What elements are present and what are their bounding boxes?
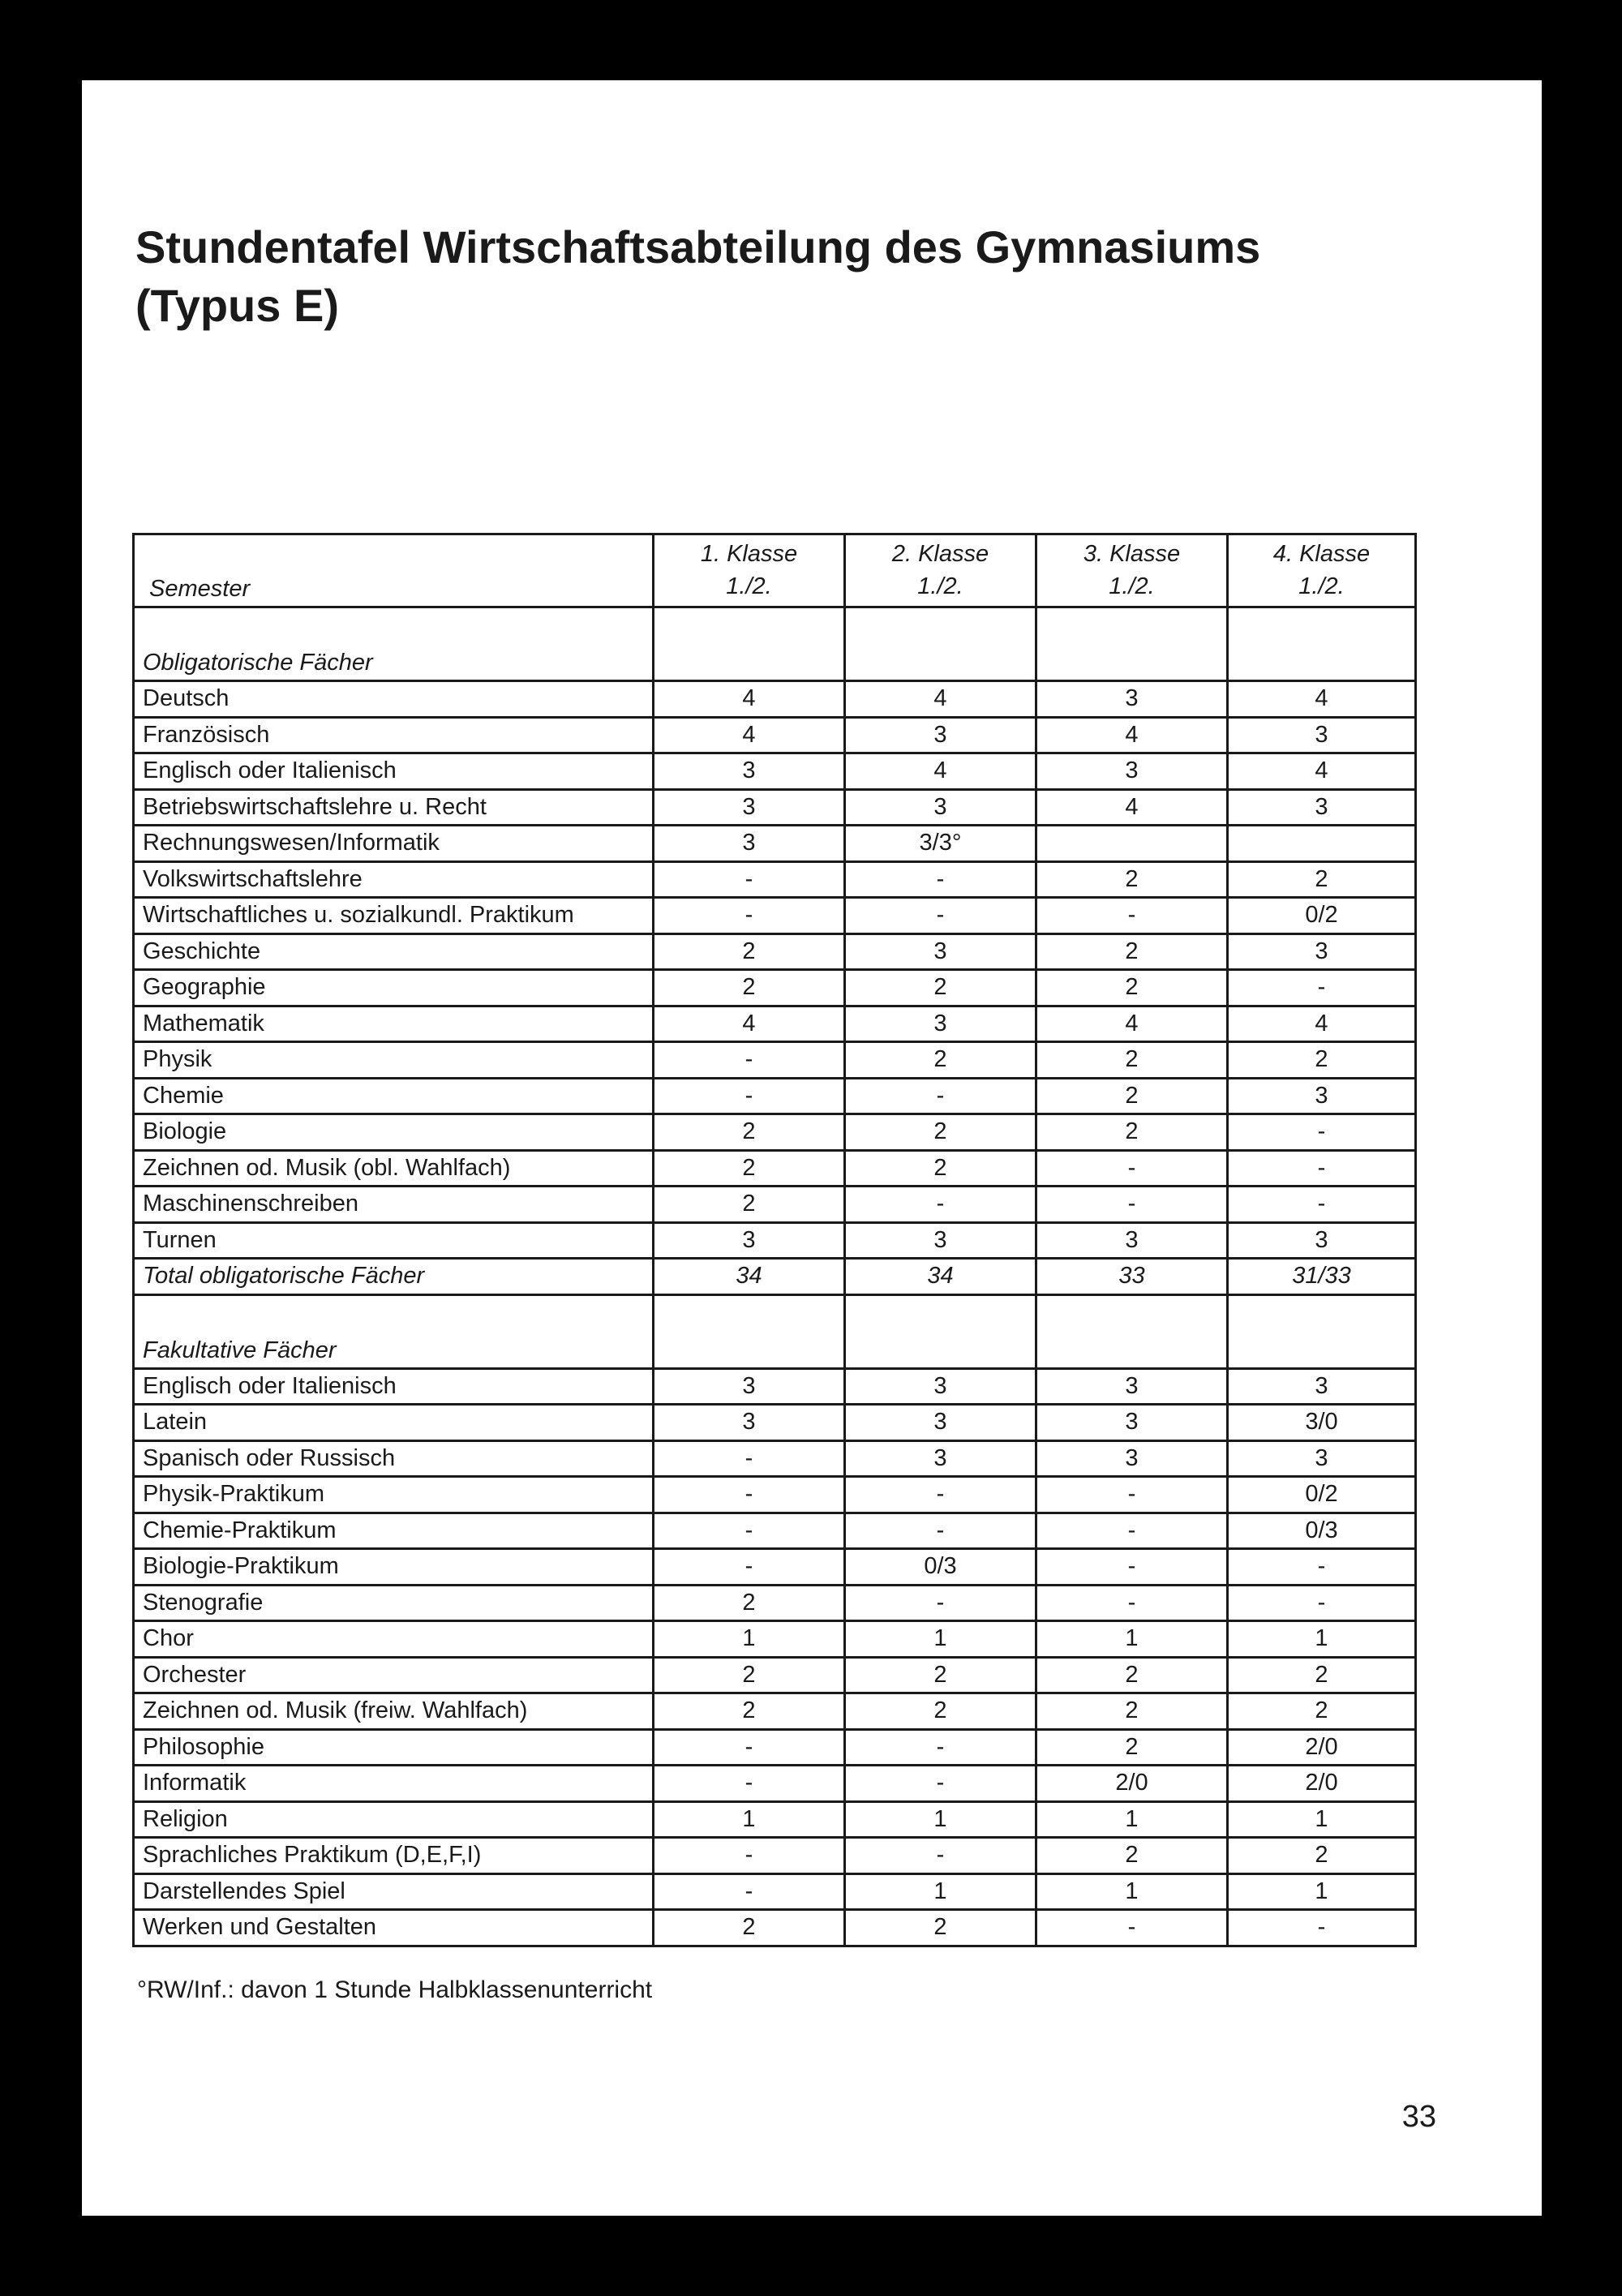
hours-cell: -: [845, 1477, 1036, 1513]
hours-cell: [1228, 607, 1416, 681]
hours-cell: 1: [1228, 1873, 1416, 1910]
hours-cell: 3: [1228, 933, 1416, 970]
row-label: Physik-Praktikum: [134, 1477, 654, 1513]
table-row: [134, 789, 1416, 826]
hours-cell: 0/3: [1228, 1513, 1416, 1549]
hours-cell: [1036, 826, 1228, 862]
hours-cell: 2: [845, 1114, 1036, 1151]
column-header: [1228, 534, 1416, 607]
hours-cell: 4: [1036, 789, 1228, 826]
timetable: [132, 533, 1417, 1947]
hours-cell: -: [1228, 1910, 1416, 1946]
table-row: [134, 1766, 1416, 1802]
row-label: Chemie-Praktikum: [134, 1513, 654, 1549]
hours-cell: 3: [1228, 1368, 1416, 1405]
hours-cell: -: [654, 1766, 845, 1802]
hours-cell: -: [845, 861, 1036, 898]
hours-cell: 34: [654, 1259, 845, 1295]
table-row: [134, 1150, 1416, 1187]
table-row: [134, 1549, 1416, 1586]
row-label: Maschinenschreiben: [134, 1187, 654, 1223]
hours-cell: 2: [845, 1910, 1036, 1946]
row-label: Deutsch: [134, 681, 654, 718]
row-label: Fakultative Fächer: [134, 1294, 654, 1368]
hours-cell: 2: [1036, 1114, 1228, 1151]
hours-cell: 2/0: [1228, 1729, 1416, 1766]
hours-cell: [1036, 607, 1228, 681]
hours-cell: 2: [1036, 933, 1228, 970]
row-label: Geographie: [134, 970, 654, 1006]
hours-cell: 2: [654, 1585, 845, 1621]
table-row: [134, 1187, 1416, 1223]
hours-cell: 3: [845, 1440, 1036, 1477]
hours-cell: -: [1036, 1513, 1228, 1549]
hours-cell: 1: [1228, 1801, 1416, 1838]
hours-cell: 2: [1036, 1042, 1228, 1079]
row-label: Obligatorische Fächer: [134, 607, 654, 681]
hours-cell: 2: [1036, 1693, 1228, 1730]
row-label: Chor: [134, 1621, 654, 1658]
table-row: [134, 1440, 1416, 1477]
hours-cell: 2: [654, 933, 845, 970]
hours-cell: 1: [845, 1801, 1036, 1838]
row-label: Biologie-Praktikum: [134, 1549, 654, 1586]
title-line-2: (Typus E): [135, 280, 339, 331]
hours-cell: 1: [1036, 1801, 1228, 1838]
hours-cell: 31/33: [1228, 1259, 1416, 1295]
hours-cell: -: [1228, 970, 1416, 1006]
hours-cell: 2: [1228, 1657, 1416, 1693]
hours-cell: 4: [1228, 1006, 1416, 1042]
hours-cell: 2: [845, 970, 1036, 1006]
row-label: Mathematik: [134, 1006, 654, 1042]
hours-cell: 1: [845, 1621, 1036, 1658]
hours-cell: 3: [1228, 1078, 1416, 1114]
hours-cell: [1228, 1294, 1416, 1368]
table-row: [134, 1006, 1416, 1042]
hours-cell: 0/2: [1228, 898, 1416, 934]
hours-cell: 3: [1036, 1440, 1228, 1477]
hours-cell: [654, 607, 845, 681]
table-row: [134, 933, 1416, 970]
total-row: [134, 1259, 1416, 1295]
table-row: [134, 1477, 1416, 1513]
hours-cell: -: [1036, 1187, 1228, 1223]
document-page: [82, 80, 1542, 2216]
hours-cell: 3: [845, 933, 1036, 970]
hours-cell: 4: [1228, 753, 1416, 790]
hours-cell: 4: [845, 753, 1036, 790]
hours-cell: 3: [654, 789, 845, 826]
hours-cell: 4: [654, 717, 845, 753]
hours-cell: 2: [1036, 1657, 1228, 1693]
table-row: [134, 1114, 1416, 1151]
hours-cell: 3: [1228, 1222, 1416, 1259]
table-row: [134, 753, 1416, 790]
section-heading-optional: [134, 1294, 1416, 1368]
row-label: Sprachliches Praktikum (D,E,F,I): [134, 1838, 654, 1874]
column-header-semester: 1./2.: [1109, 573, 1155, 599]
table-body: [134, 607, 1416, 1946]
row-label: Philosophie: [134, 1729, 654, 1766]
hours-cell: 2: [1036, 1078, 1228, 1114]
table-row: [134, 1222, 1416, 1259]
row-label: Englisch oder Italienisch: [134, 753, 654, 790]
hours-cell: 2: [1036, 970, 1228, 1006]
hours-cell: 2: [1036, 1729, 1228, 1766]
row-label: Französisch: [134, 717, 654, 753]
column-header-semester: 1./2.: [726, 573, 772, 599]
row-label: Zeichnen od. Musik (freiw. Wahlfach): [134, 1693, 654, 1730]
hours-cell: 2/0: [1228, 1766, 1416, 1802]
column-header-class: 4. Klasse: [1272, 541, 1371, 567]
row-label: Geschichte: [134, 933, 654, 970]
column-header-class: 3. Klasse: [1083, 541, 1181, 567]
hours-cell: -: [845, 1766, 1036, 1802]
semester-header: Semester: [134, 534, 654, 607]
column-header-semester: 1./2.: [1298, 573, 1345, 599]
hours-cell: 3: [845, 1222, 1036, 1259]
hours-cell: 2: [1228, 861, 1416, 898]
hours-cell: 2: [654, 970, 845, 1006]
hours-cell: -: [1036, 1477, 1228, 1513]
table-row: [134, 1513, 1416, 1549]
hours-cell: 2: [1228, 1838, 1416, 1874]
hours-cell: 3: [845, 1368, 1036, 1405]
hours-cell: 4: [845, 681, 1036, 718]
hours-cell: 2: [1228, 1042, 1416, 1079]
hours-cell: 4: [1228, 681, 1416, 718]
row-label: Religion: [134, 1801, 654, 1838]
hours-cell: 2/0: [1036, 1766, 1228, 1802]
hours-cell: -: [845, 1187, 1036, 1223]
section-heading-obligatory: [134, 607, 1416, 681]
hours-cell: -: [654, 1838, 845, 1874]
hours-cell: -: [845, 1838, 1036, 1874]
row-label: Total obligatorische Fächer: [134, 1259, 654, 1295]
column-header-semester: 1./2.: [917, 573, 963, 599]
row-label: Wirtschaftliches u. sozialkundl. Praktikum: [134, 898, 654, 934]
table-row: [134, 1693, 1416, 1730]
row-label: Chemie: [134, 1078, 654, 1114]
table-row: [134, 717, 1416, 753]
hours-cell: [845, 1294, 1036, 1368]
hours-cell: 1: [1036, 1873, 1228, 1910]
hours-cell: [845, 607, 1036, 681]
row-label: Informatik: [134, 1766, 654, 1802]
table-row: [134, 970, 1416, 1006]
hours-cell: -: [845, 1585, 1036, 1621]
hours-cell: 1: [1228, 1621, 1416, 1658]
hours-cell: 3: [1036, 1368, 1228, 1405]
table-row: [134, 1657, 1416, 1693]
row-label: Spanisch oder Russisch: [134, 1440, 654, 1477]
page-number: 33: [1401, 2100, 1436, 2134]
hours-cell: -: [1228, 1114, 1416, 1151]
hours-cell: 1: [654, 1801, 845, 1838]
table-row: [134, 1621, 1416, 1658]
hours-cell: 1: [1036, 1621, 1228, 1658]
hours-cell: -: [845, 1513, 1036, 1549]
hours-cell: -: [654, 1549, 845, 1586]
hours-cell: 34: [845, 1259, 1036, 1295]
hours-cell: 3: [654, 1368, 845, 1405]
row-label: Orchester: [134, 1657, 654, 1693]
table-row: [134, 1873, 1416, 1910]
hours-cell: 3: [1036, 681, 1228, 718]
hours-cell: 3: [1036, 1405, 1228, 1441]
table-row: [134, 1042, 1416, 1079]
row-label: Turnen: [134, 1222, 654, 1259]
table-row: [134, 1729, 1416, 1766]
hours-cell: -: [1228, 1549, 1416, 1586]
hours-cell: -: [654, 1440, 845, 1477]
hours-cell: -: [1228, 1187, 1416, 1223]
hours-cell: [1228, 826, 1416, 862]
hours-cell: -: [1228, 1585, 1416, 1621]
hours-cell: 2: [654, 1187, 845, 1223]
hours-cell: -: [845, 1729, 1036, 1766]
hours-cell: 3: [1228, 789, 1416, 826]
hours-cell: -: [1036, 898, 1228, 934]
row-label: Betriebswirtschaftslehre u. Recht: [134, 789, 654, 826]
hours-cell: -: [654, 1078, 845, 1114]
row-label: Werken und Gestalten: [134, 1910, 654, 1946]
hours-cell: 3: [654, 753, 845, 790]
page-title: [135, 218, 1433, 335]
hours-cell: -: [1228, 1150, 1416, 1187]
hours-cell: 3: [845, 717, 1036, 753]
hours-cell: 2: [654, 1693, 845, 1730]
row-label: Latein: [134, 1405, 654, 1441]
hours-cell: 3: [654, 826, 845, 862]
table-row: [134, 1078, 1416, 1114]
hours-cell: -: [1036, 1910, 1228, 1946]
hours-cell: 4: [654, 1006, 845, 1042]
hours-cell: -: [654, 1042, 845, 1079]
hours-cell: 3: [1228, 1440, 1416, 1477]
hours-cell: 33: [1036, 1259, 1228, 1295]
hours-cell: -: [654, 1513, 845, 1549]
table-row: [134, 1585, 1416, 1621]
hours-cell: 2: [845, 1693, 1036, 1730]
hours-cell: 1: [845, 1873, 1036, 1910]
hours-cell: 2: [845, 1150, 1036, 1187]
hours-cell: -: [1036, 1585, 1228, 1621]
table-row: [134, 898, 1416, 934]
row-label: Zeichnen od. Musik (obl. Wahlfach): [134, 1150, 654, 1187]
column-header-class: 1. Klasse: [700, 541, 798, 567]
hours-cell: 4: [1036, 717, 1228, 753]
hours-cell: 3/0: [1228, 1405, 1416, 1441]
hours-cell: 1: [654, 1621, 845, 1658]
table-row: [134, 1405, 1416, 1441]
hours-cell: 0/3: [845, 1549, 1036, 1586]
row-label: Physik: [134, 1042, 654, 1079]
row-label: Volkswirtschaftslehre: [134, 861, 654, 898]
hours-cell: 4: [654, 681, 845, 718]
column-header: [654, 534, 845, 607]
hours-cell: -: [845, 1078, 1036, 1114]
table-row: [134, 1368, 1416, 1405]
row-label: Englisch oder Italienisch: [134, 1368, 654, 1405]
row-label: Biologie: [134, 1114, 654, 1151]
hours-cell: 2: [845, 1042, 1036, 1079]
hours-cell: -: [654, 1729, 845, 1766]
table-row: [134, 1910, 1416, 1946]
row-label: Darstellendes Spiel: [134, 1873, 654, 1910]
hours-cell: 3: [1036, 1222, 1228, 1259]
row-label: Stenografie: [134, 1585, 654, 1621]
hours-cell: -: [845, 898, 1036, 934]
hours-cell: -: [654, 861, 845, 898]
hours-cell: 3/3°: [845, 826, 1036, 862]
hours-cell: 3: [845, 789, 1036, 826]
hours-cell: -: [654, 898, 845, 934]
column-header: [845, 534, 1036, 607]
hours-cell: 2: [654, 1910, 845, 1946]
hours-cell: 2: [1228, 1693, 1416, 1730]
hours-cell: 3: [845, 1006, 1036, 1042]
table-row: [134, 826, 1416, 862]
hours-cell: 2: [654, 1150, 845, 1187]
title-line-1: Stundentafel Wirtschaftsabteilung des Gymnasiums: [135, 221, 1261, 273]
column-header: [1036, 534, 1228, 607]
hours-cell: 3: [1228, 717, 1416, 753]
hours-cell: -: [654, 1477, 845, 1513]
table-row: [134, 681, 1416, 718]
hours-cell: 2: [1036, 1838, 1228, 1874]
hours-cell: 3: [654, 1222, 845, 1259]
table-header-row: [134, 534, 1416, 607]
hours-cell: 2: [845, 1657, 1036, 1693]
hours-cell: 3: [845, 1405, 1036, 1441]
hours-cell: 4: [1036, 1006, 1228, 1042]
table-row: [134, 1801, 1416, 1838]
table-row: [134, 1838, 1416, 1874]
footnote: °RW/Inf.: davon 1 Stunde Halbklassenunterricht: [137, 1976, 653, 2003]
hours-cell: [1036, 1294, 1228, 1368]
hours-cell: 2: [654, 1114, 845, 1151]
table-row: [134, 861, 1416, 898]
hours-cell: 2: [654, 1657, 845, 1693]
hours-cell: 2: [1036, 861, 1228, 898]
hours-cell: -: [654, 1873, 845, 1910]
column-header-class: 2. Klasse: [891, 541, 989, 567]
hours-cell: [654, 1294, 845, 1368]
hours-cell: 3: [1036, 753, 1228, 790]
hours-cell: 0/2: [1228, 1477, 1416, 1513]
hours-cell: 3: [654, 1405, 845, 1441]
row-label: Rechnungswesen/Informatik: [134, 826, 654, 862]
hours-cell: -: [1036, 1549, 1228, 1586]
hours-cell: -: [1036, 1150, 1228, 1187]
